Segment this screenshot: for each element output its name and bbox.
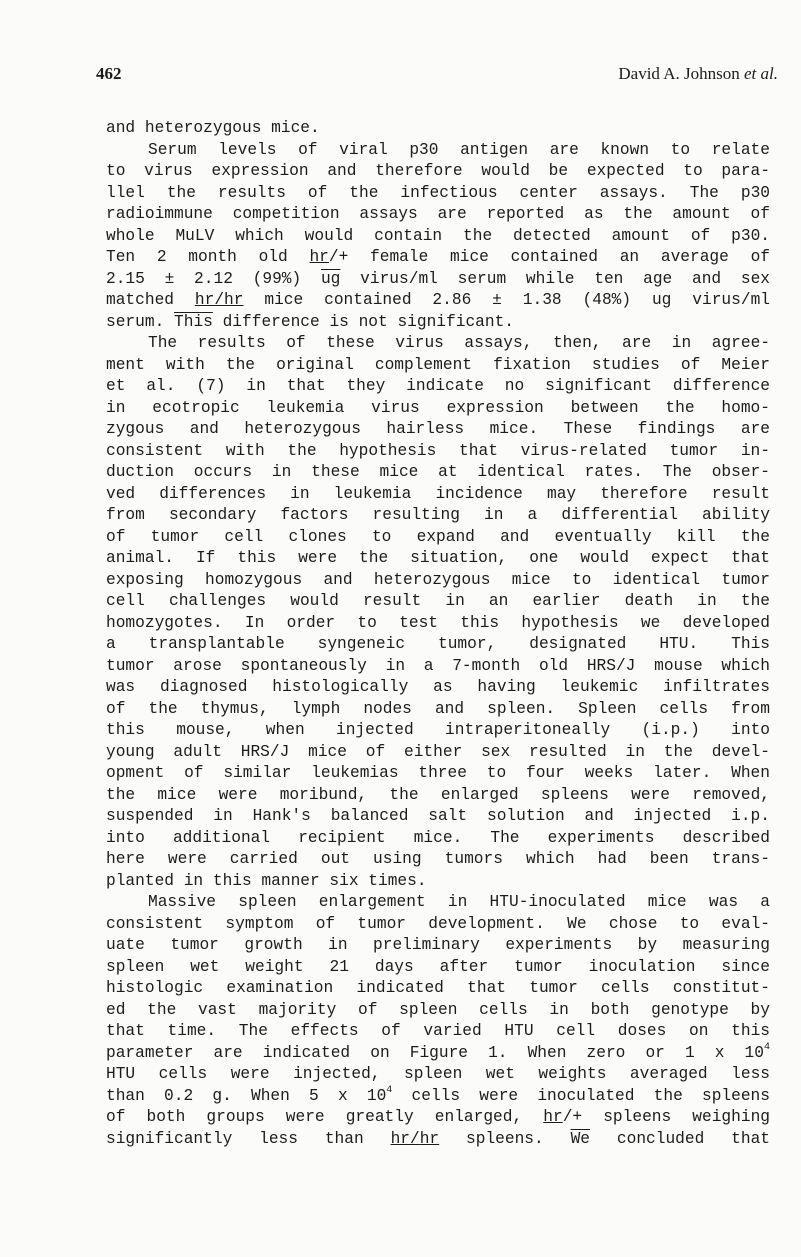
underlined-genotype: hr/hr bbox=[194, 291, 244, 309]
text-line: ed the vast majority of spleen cells in both genotype by bbox=[106, 1000, 770, 1019]
text-line: young adult HRS/J mice of either sex resulted in the devel- bbox=[106, 742, 770, 761]
text-line: parameter are indicated on Figure 1. When zero or 1 x $10^4$ bbox=[106, 1041, 770, 1062]
running-head bbox=[618, 64, 778, 84]
text-line: than 0.2 g. When 5 x $10^4$ cells were inoculated the spleens bbox=[106, 1084, 770, 1105]
superscript: 4 bbox=[386, 1084, 393, 1096]
overlined-text: $\overline{ug}$ bbox=[320, 269, 341, 288]
text-line: Serum levels of viral p30 antigen are known to relate bbox=[148, 140, 770, 159]
text-line: that time. The effects of varied HTU cell doses on this bbox=[106, 1022, 770, 1040]
text-line: homozygotes. In order to test this hypothesis we developed bbox=[106, 613, 770, 632]
underlined-genotype: hr bbox=[543, 1108, 563, 1126]
text-line: in ecotropic leukemia virus expression between the homo- bbox=[106, 398, 770, 417]
page-number: 462 bbox=[96, 64, 122, 83]
text-line: of the thymus, lymph nodes and spleen. Spleen cells from bbox=[106, 699, 770, 718]
superscript: 4 bbox=[763, 1041, 770, 1053]
text-line: exposing homozygous and heterozygous mice to identical tumor bbox=[106, 570, 770, 589]
text-line: llel the results of the infectious center assays. The p30 bbox=[106, 183, 770, 202]
text-line: here were carried out using tumors which had been trans- bbox=[106, 850, 770, 868]
text-line: opment of similar leukemias three to four weeks later. When bbox=[106, 764, 770, 782]
page-header bbox=[96, 64, 778, 88]
text-line: suspended in Hank's balanced salt solution and injected i.p. bbox=[106, 807, 770, 825]
text-line: and heterozygous mice. bbox=[106, 119, 320, 137]
text-line: consistent symptom of tumor development. We chose to eval- bbox=[106, 914, 770, 933]
text-line: to virus expression and therefore would be expected to para- bbox=[106, 162, 770, 180]
text-line: ved differences in leukemia incidence may therefore result bbox=[106, 484, 770, 503]
text-line: from secondary factors resulting in a differential ability bbox=[106, 506, 770, 524]
text-line: into additional recipient mice. The experiments described bbox=[106, 828, 770, 847]
text-line: a transplantable syngeneic tumor, designated HTU. This bbox=[106, 635, 770, 653]
underlined-genotype: hr bbox=[309, 248, 329, 266]
overlined-text: $\overline{We}$ bbox=[570, 1129, 591, 1148]
text-line: 2.15 ± 2.12 (99%) $\overline{ug}$ virus/ml serum while ten age and sex bbox=[106, 269, 771, 288]
text-line: whole MuLV which would contain the detected amount of p30. bbox=[106, 226, 770, 245]
text-line: Ten 2 month old hr/+ female mice contained an average of bbox=[106, 248, 771, 266]
underlined-genotype: hr/hr bbox=[390, 1129, 440, 1148]
body-text bbox=[106, 118, 770, 1150]
text-line: duction occurs in these mice at identical rates. The obser- bbox=[106, 463, 770, 481]
text-line: serum. This difference is not significant. bbox=[106, 312, 515, 331]
text-line: radioimmune competition assays are reported as the amount of bbox=[106, 205, 770, 223]
text-line: uate tumor growth in preliminary experiments by measuring bbox=[106, 936, 770, 954]
text-line: the mice were moribund, the enlarged spleens were removed, bbox=[106, 785, 770, 804]
text-line: cell challenges would result in an earlier death in the bbox=[106, 592, 770, 610]
running-head-author: David A. Johnson bbox=[618, 64, 740, 83]
text-line: of both groups were greatly enlarged, hr/+ spleens weighing bbox=[106, 1108, 770, 1126]
text-line: histologic examination indicated that tumor cells constitut- bbox=[106, 979, 770, 997]
text-line: et al. (7) in that they indicate no significant difference bbox=[106, 377, 770, 395]
text-line: this mouse, when injected intraperitoneally (i.p.) into bbox=[106, 721, 770, 739]
text-line: Massive spleen enlargement in HTU-inoculated mice was a bbox=[148, 893, 770, 911]
text-line: matched hr/hr mice contained 2.86 ± 1.38 (48%) ug virus/ml bbox=[106, 291, 770, 309]
text-line: tumor arose spontaneously in a 7-month old HRS/J mouse which bbox=[106, 656, 770, 675]
text-line: was diagnosed histologically as having leukemic infiltrates bbox=[106, 678, 770, 696]
text-line: consistent with the hypothesis that virus-related tumor in- bbox=[106, 441, 770, 460]
text-line: zygous and heterozygous hairless mice. These findings are bbox=[106, 420, 770, 438]
overlined-text: This bbox=[174, 312, 213, 331]
text-line: animal. If this were the situation, one would expect that bbox=[106, 549, 770, 567]
text-line: of tumor cell clones to expand and eventually kill the bbox=[106, 527, 770, 546]
text-line: HTU cells were injected, spleen wet weights averaged less bbox=[106, 1065, 770, 1083]
text-line: spleen wet weight 21 days after tumor inoculation since bbox=[106, 957, 770, 976]
text-line: The results of these virus assays, then, are in agree- bbox=[148, 334, 770, 352]
running-head-etal: et al. bbox=[744, 64, 778, 83]
text-line: ment with the original complement fixation studies of Meier bbox=[106, 355, 770, 374]
text-line: significantly less than hr/hr spleens. $\overline{We}$ concluded that bbox=[106, 1129, 771, 1148]
text-line: planted in this manner six times. bbox=[106, 871, 427, 890]
